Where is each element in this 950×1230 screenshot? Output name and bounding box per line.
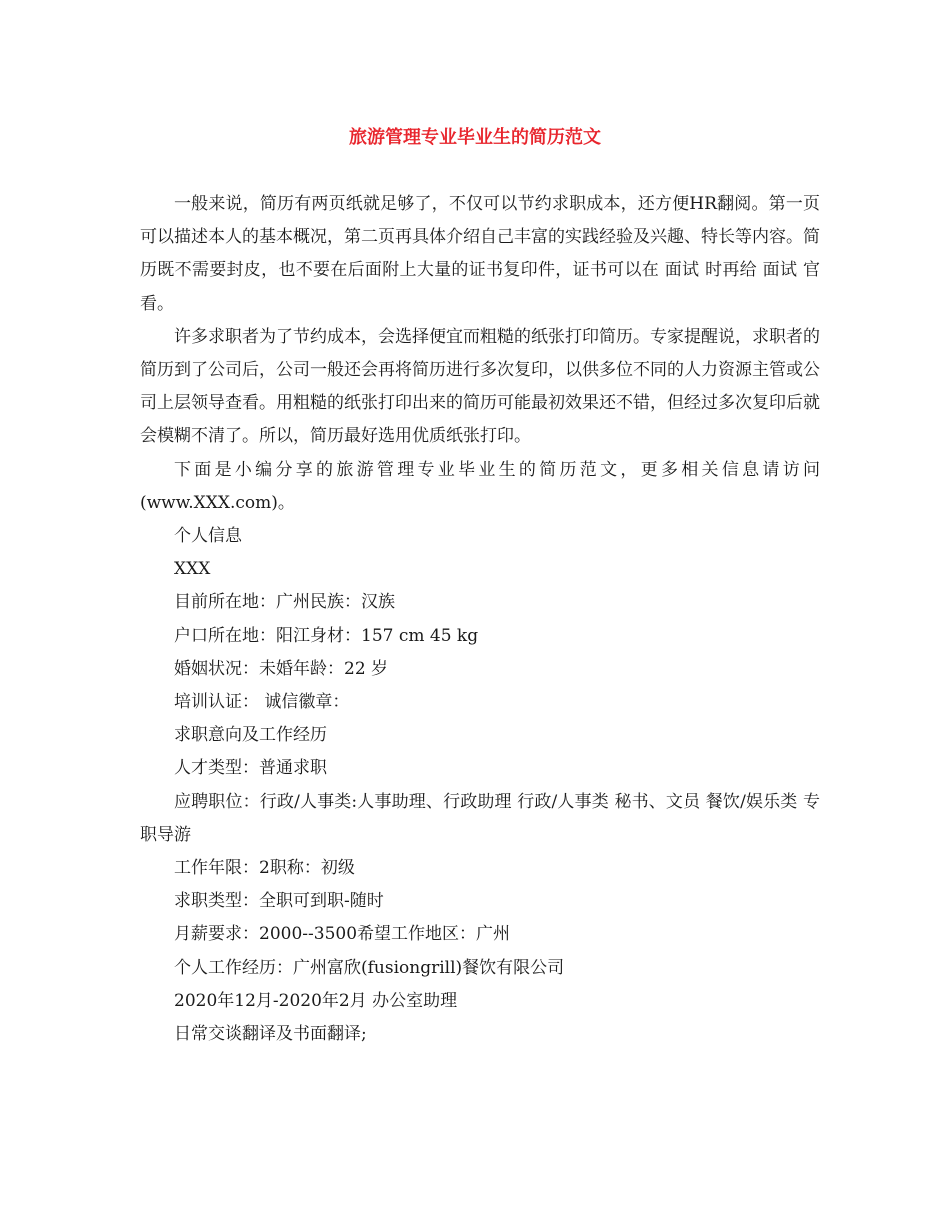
resume-name: XXX bbox=[174, 559, 211, 580]
resume-line-hukou: 户口所在地：阳江身材：157 cm 45 kg bbox=[174, 625, 479, 646]
resume-line-work-period: 2020年12月-2020年2月 办公室助理 bbox=[174, 990, 458, 1011]
resume-line-job-type: 求职类型：全职可到职-随时 bbox=[174, 891, 384, 912]
resume-line-certification: 培训认证： 诚信徽章： bbox=[174, 692, 350, 713]
resume-line-position: 应聘职位：行政/人事类:人事助理、行政助理 行政/人事类 秘书、文员 餐饮/娱乐类 专职导游 bbox=[140, 791, 820, 845]
paragraph-intro-3: 下面是小编分享的旅游管理专业毕业生的简历范文，更多相关信息请访问(www.XXX.com)。 bbox=[140, 459, 820, 513]
resume-line-salary: 月薪要求：2000--3500希望工作地区：广州 bbox=[174, 924, 511, 945]
resume-line-duty: 日常交谈翻译及书面翻译; bbox=[174, 1024, 367, 1045]
paragraph-intro-1: 一般来说，简历有两页纸就足够了，不仅可以节约求职成本，还方便HR翻阅。第一页可以描述本人的基本概况，第二页再具体介绍自己丰富的实践经验及兴趣、特长等内容。简历既不需要封皮，也不要在后面附上大量的证书复印件，证书可以在 面试 时再给 面试 官看。 bbox=[140, 194, 820, 314]
section-heading-personal-info: 个人信息 bbox=[174, 526, 242, 547]
resume-line-location: 目前所在地：广州民族：汉族 bbox=[174, 592, 395, 613]
document-body bbox=[140, 188, 820, 1051]
resume-line-years: 工作年限：2职称：初级 bbox=[174, 858, 355, 879]
document-title: 旅游管理专业毕业生的简历范文 bbox=[349, 127, 601, 148]
paragraph-intro-2: 许多求职者为了节约成本，会选择便宜而粗糙的纸张打印简历。专家提醒说，求职者的简历到了公司后，公司一般还会再将简历进行多次复印，以供多位不同的人力资源主管或公司上层领导查看。用粗糙的纸张打印出来的简历可能最初效果还不错，但经过多次复印后就会模糊不清了。所以，简历最好选用优质纸张打印。 bbox=[140, 326, 820, 447]
resume-line-talent-type: 人才类型：普通求职 bbox=[174, 758, 327, 779]
resume-line-marital: 婚姻状况：未婚年龄：22 岁 bbox=[174, 658, 389, 679]
section-heading-job-intent: 求职意向及工作经历 bbox=[174, 725, 327, 746]
resume-line-work-history: 个人工作经历：广州富欣(fusiongrill)餐饮有限公司 bbox=[174, 957, 565, 978]
